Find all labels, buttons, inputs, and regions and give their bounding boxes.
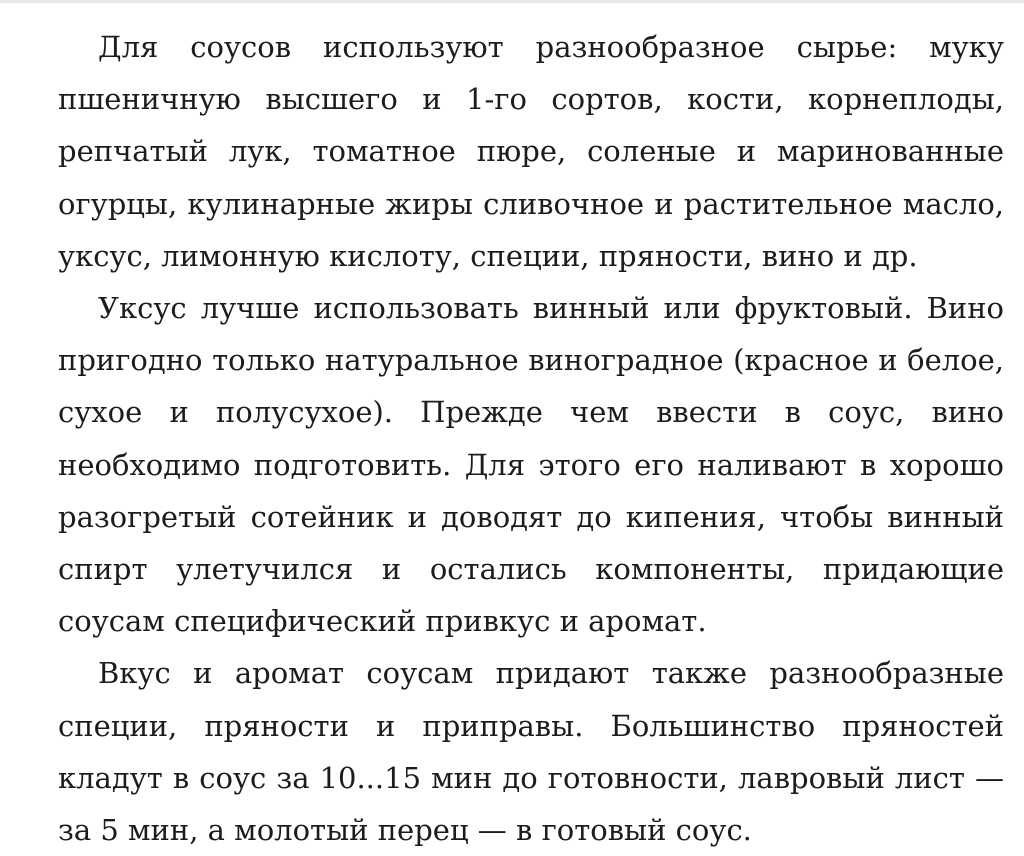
paragraph-vinegar-wine: Уксус лучше использовать винный или фруктовый. Вино пригодно только натуральное виноградное (красное и белое, сухое и полусухое). Прежде чем ввести в соус, вино необходимо подготовить. Для этого его наливают в хорошо разогретый сотейник и доводят до кипения, чтобы винный спирт улетучился и остались компоненты, придающие соусам специфический привкус и аромат. xyxy=(58,291,1004,639)
paragraph-ingredients: Для соусов используют разнообразное сырье: муку пшеничную высшего и 1-го сортов, кости, корнеплоды, репчатый лук, томатное пюре, соленые и маринованные огурцы, кулинарные жиры сливочное и растительное масло, уксус, лимонную кислоту, специи, пряности, вино и др. xyxy=(58,30,1004,273)
paragraph-spices: Вкус и аромат соусам придают также разнообразные специи, пряности и приправы. Большинство пряностей кладут в соус за 10...15 мин до готовности, лавровый лист — за 5 мин, а молотый перец — в готовый соус. xyxy=(58,656,1004,848)
body-text xyxy=(58,21,1004,856)
